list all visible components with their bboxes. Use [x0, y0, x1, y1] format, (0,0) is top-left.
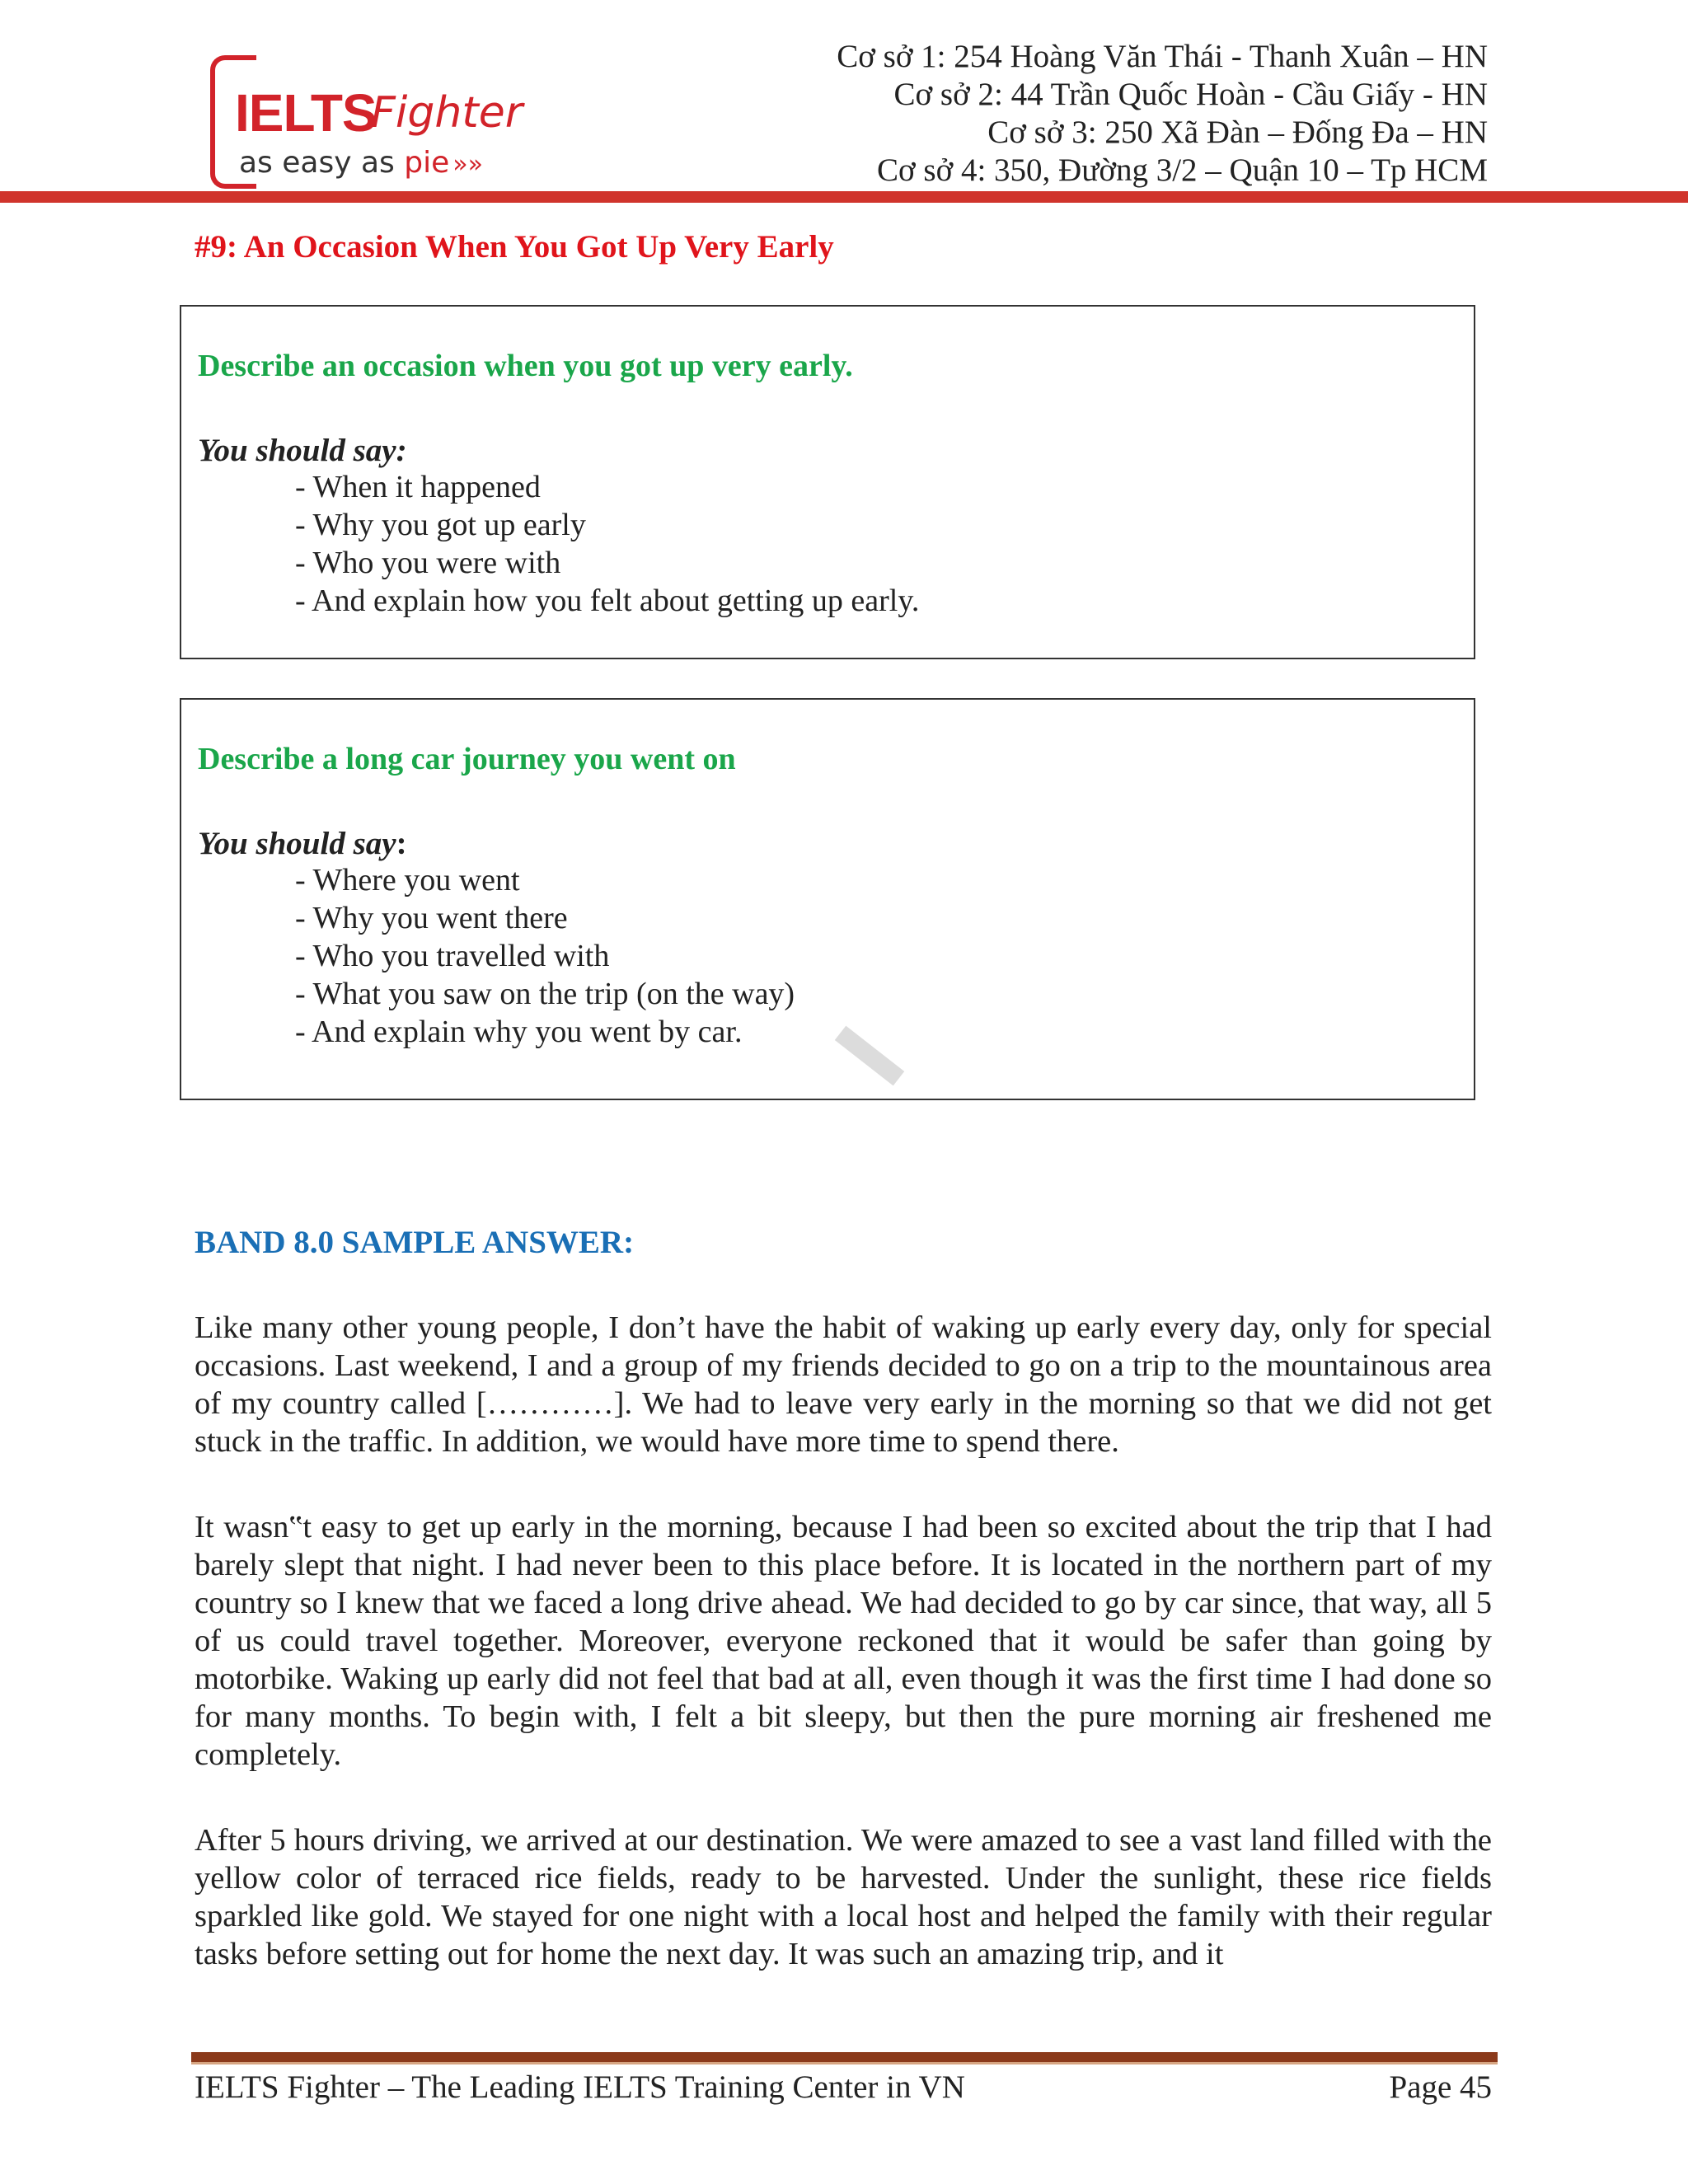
cue-card-prompt — [198, 825, 407, 862]
cue-card-prompt-text: You should say — [198, 826, 396, 861]
list-item: - Who you travelled with — [295, 939, 610, 973]
list-item: - What you saw on the trip (on the way) — [295, 977, 795, 1011]
logo-script-text: Fighter — [371, 88, 523, 138]
list-item: - And explain how you felt about getting up early. — [295, 583, 920, 618]
ielts-fighter-logo — [210, 45, 540, 194]
page-header — [0, 0, 1688, 206]
list-item: - When it happened — [295, 470, 541, 504]
footer-text: IELTS Fighter – The Leading IELTS Training Center in VN — [195, 2069, 965, 2105]
logo-tagline-accent: pie — [404, 146, 450, 180]
address-line: Cơ sở 3: 250 Xã Đàn – Đống Đa – HN — [987, 115, 1488, 150]
logo-tagline-text: as easy as — [239, 146, 405, 180]
cue-card-title: Describe an occasion when you got up very early. — [198, 349, 853, 383]
section-title: #9: An Occasion When You Got Up Very Early — [195, 229, 834, 265]
footer-divider — [191, 2052, 1498, 2064]
answer-paragraph: After 5 hours driving, we arrived at our destination. We were amazed to see a vast land filled with the yellow color of terraced rice fields, ready to be harvested. Under the sunlight, these rice fields sparkled like gold. We stayed for one night with a local host and helped the family with their regular tasks before setting out for home the next day. It was such an amazing trip, and it — [195, 1823, 1492, 1971]
address-line: Cơ sở 1: 254 Hoàng Văn Thái - Thanh Xuân – HN — [837, 39, 1488, 74]
cue-card-title: Describe a long car journey you went on — [198, 742, 736, 776]
band-heading: BAND 8.0 SAMPLE ANSWER: — [195, 1225, 635, 1260]
cue-card-1 — [180, 305, 1475, 659]
answer-paragraph: It wasn‟t easy to get up early in the morning, because I had been so excited about the trip that I had barely slept that night. I had never been to this place before. It is located in the northern part of my country so I knew that we faced a long drive ahead. We had decided to go by car since, that way, all 5 of us could travel together. Moreover, everyone reckoned that it would be safer than going by motorbike. Waking up early did not feel that bad at all, even though it was the first time I had done so for many months. To begin with, I felt a bit sleepy, but then the pure morning air freshened me completely. — [195, 1510, 1492, 1772]
list-item: - Who you were with — [295, 546, 561, 580]
list-item: - Why you went there — [295, 901, 568, 935]
address-line: Cơ sở 2: 44 Trần Quốc Hoàn - Cầu Giấy - HN — [893, 77, 1488, 112]
header-divider — [0, 191, 1688, 203]
cue-card-prompt: You should say: — [198, 433, 407, 468]
logo-main-text: IELTS — [235, 83, 377, 143]
logo-tagline — [239, 146, 483, 180]
cue-card-prompt-colon: : — [396, 826, 407, 861]
cue-card-list — [295, 861, 795, 1051]
list-item: - Why you got up early — [295, 508, 586, 542]
page-number: Page 45 — [1389, 2069, 1492, 2105]
address-line: Cơ sở 4: 350, Đường 3/2 – Quận 10 – Tp HCM — [877, 152, 1488, 188]
address-block — [837, 38, 1488, 190]
arrows-icon: »» — [452, 150, 483, 179]
cue-card-list — [295, 468, 919, 620]
answer-paragraph: Like many other young people, I don’t have the habit of waking up early every day, only for special occasions. Last weekend, I and a group of my friends decided to go on a trip to the mountainous area of my country called […………]. We had to leave very early in the morning so that we did not get stuck in the traffic. In addition, we would have more time to spend there. — [195, 1310, 1492, 1459]
list-item: - Where you went — [295, 863, 520, 898]
cue-card-2 — [180, 698, 1475, 1100]
list-item: - And explain why you went by car. — [295, 1015, 743, 1049]
